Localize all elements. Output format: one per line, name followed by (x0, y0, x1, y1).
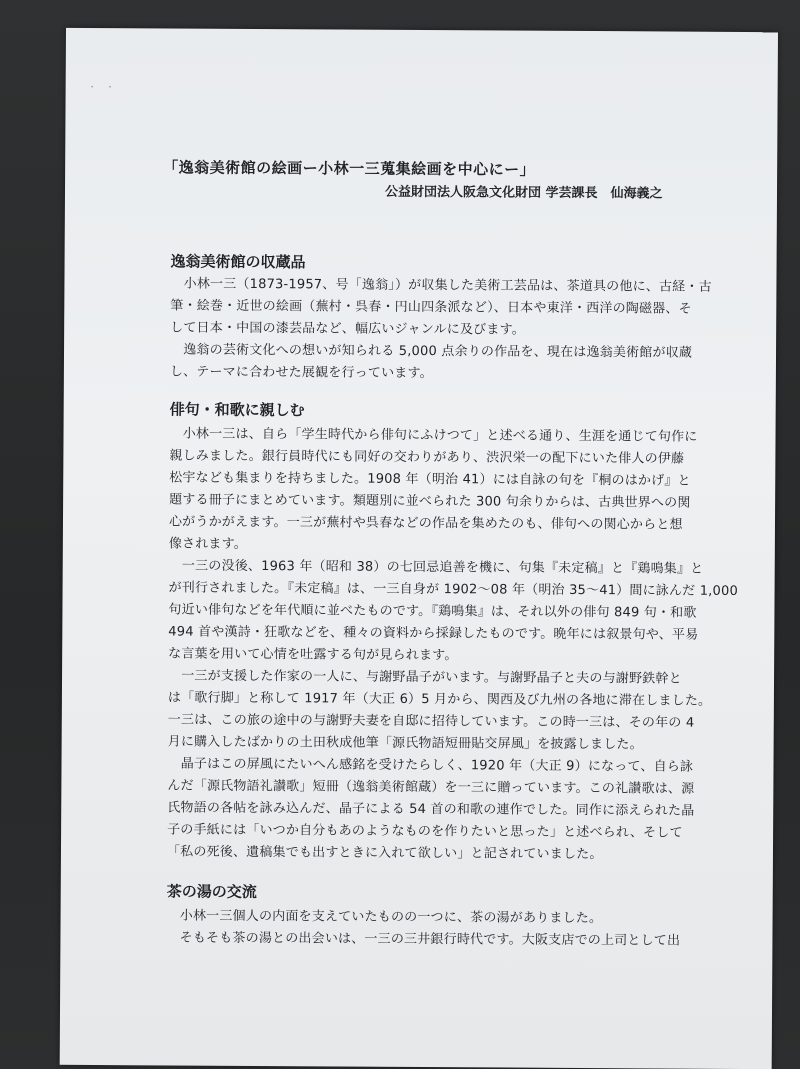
section-heading: 茶の湯の交流 (166, 882, 257, 902)
section-heading: 俳句・和歌に親しむ (169, 400, 305, 420)
body-line: そもそも茶の湯との出会いは、一三の三井銀行時代です。大阪支店での上司として出 (166, 930, 681, 949)
body-line: し、テーマに合わせた展観を行っています。 (169, 364, 433, 382)
body-line: 松宇なども集まりを持ちました。1908 年（明治 41）には自詠の句を『桐のはかげ』と (169, 470, 691, 489)
body-line: 一三の没後、1963 年（昭和 38）の七回忌追善を機に、句集『未定稿』と『鶏鳴集』と (168, 558, 704, 577)
body-line: 心がうかがえます。一三が蕪村や呉春などの作品を集めたのも、俳句への関心からと想 (168, 514, 683, 533)
body-line: して日本・中国の漆芸品など、幅広いジャンルに及びます。 (170, 320, 525, 338)
body-line: は「歌行脚」と称して 1917 年（大正 6）5 月から、関西及び九州の各地に滞在しました。 (167, 690, 712, 709)
punch-hole-mark: ・ ・ (87, 82, 118, 94)
body-line: 親しみました。銀行員時代にも同好の交わりがあり、渋沢栄一の配下にいた俳人の伊藤 (169, 448, 685, 467)
document-page (60, 28, 778, 1069)
body-line: 子の手紙には「いつか自分もあのようなものを作りたいと思った」と述べられ、そして (167, 822, 683, 841)
body-line: 一三が支援した作家の一人に、与謝野晶子がいます。与謝野晶子と夫の与謝野鉄幹と (168, 668, 682, 687)
body-line: 「私の死後、遺稿集でも出すときに入れて欲しい」と記されていました。 (166, 844, 603, 863)
document-title: 「逸翁美術館の絵画ー小林一三蒐集絵画を中心にー」 (163, 158, 536, 179)
body-line: んだ「源氏物語礼讃歌」短冊（逸翁美術館蔵）を一三に贈っています。この礼讃歌は、源 (167, 778, 695, 797)
body-line: 一三は、この旅の途中の与謝野夫妻を自邸に招待しています。この時一三は、その年の 4 (167, 712, 695, 731)
section-heading: 逸翁美術館の収蔵品 (170, 252, 306, 272)
body-line: な言葉を用いて心情を吐露する句が見られます。 (168, 646, 458, 664)
body-line: 小林一三は、自ら「学生時代から俳句にふけつて」と述べる通り、生涯を通じて句作に (169, 426, 698, 445)
body-line: 晶子はこの屏風にたいへん感銘を受けたらしく、1920 年（大正 9）になって、自ら詠 (167, 756, 694, 775)
body-line: 逸翁の芸術文化への想いが知られる 5,000 点余りの作品を、現在は逸翁美術館が収蔵 (169, 342, 693, 361)
body-line: 小林一三（1873-1957、号「逸翁」）が収集した美術工芸品は、茶道具の他に、古経・古 (170, 276, 712, 295)
document-author: 公益財団法人阪急文化財団 学芸課長 仙海義之 (384, 184, 663, 202)
body-line: 小林一三個人の内面を支えていたものの一つに、茶の湯がありました。 (166, 908, 603, 927)
body-line: 筆・絵巻・近世の絵画（蕪村・呉春・円山四条派など）、日本や東洋・西洋の陶磁器、そ (170, 298, 692, 317)
body-line: 月に購入したばかりの土田秋成他筆「源氏物語短冊貼交屏風」を披露しました。 (167, 734, 643, 753)
body-line: 氏物語の各帖を詠み込んだ、晶子による 54 首の和歌の連作でした。同作に添えられた晶 (167, 800, 695, 819)
body-line: 像されます。 (168, 536, 248, 552)
body-line: が刊行されました。『未定稿』は、一三自身が 1902～08 年（明治 35～41）間に詠んだ 1,000 (168, 580, 738, 599)
body-line: 句近い俳句などを年代順に並べたものです。『鶏鳴集』は、それ以外の俳句 849 句・和歌 (168, 602, 697, 621)
body-line: 494 首や漢詩・狂歌などを、種々の資料から採録したものです。晩年には叙景句や、平易 (168, 624, 699, 643)
body-line: 題する冊子にまとめています。類題別に並べられた 300 句余りからは、古典世界への関 (169, 492, 691, 511)
